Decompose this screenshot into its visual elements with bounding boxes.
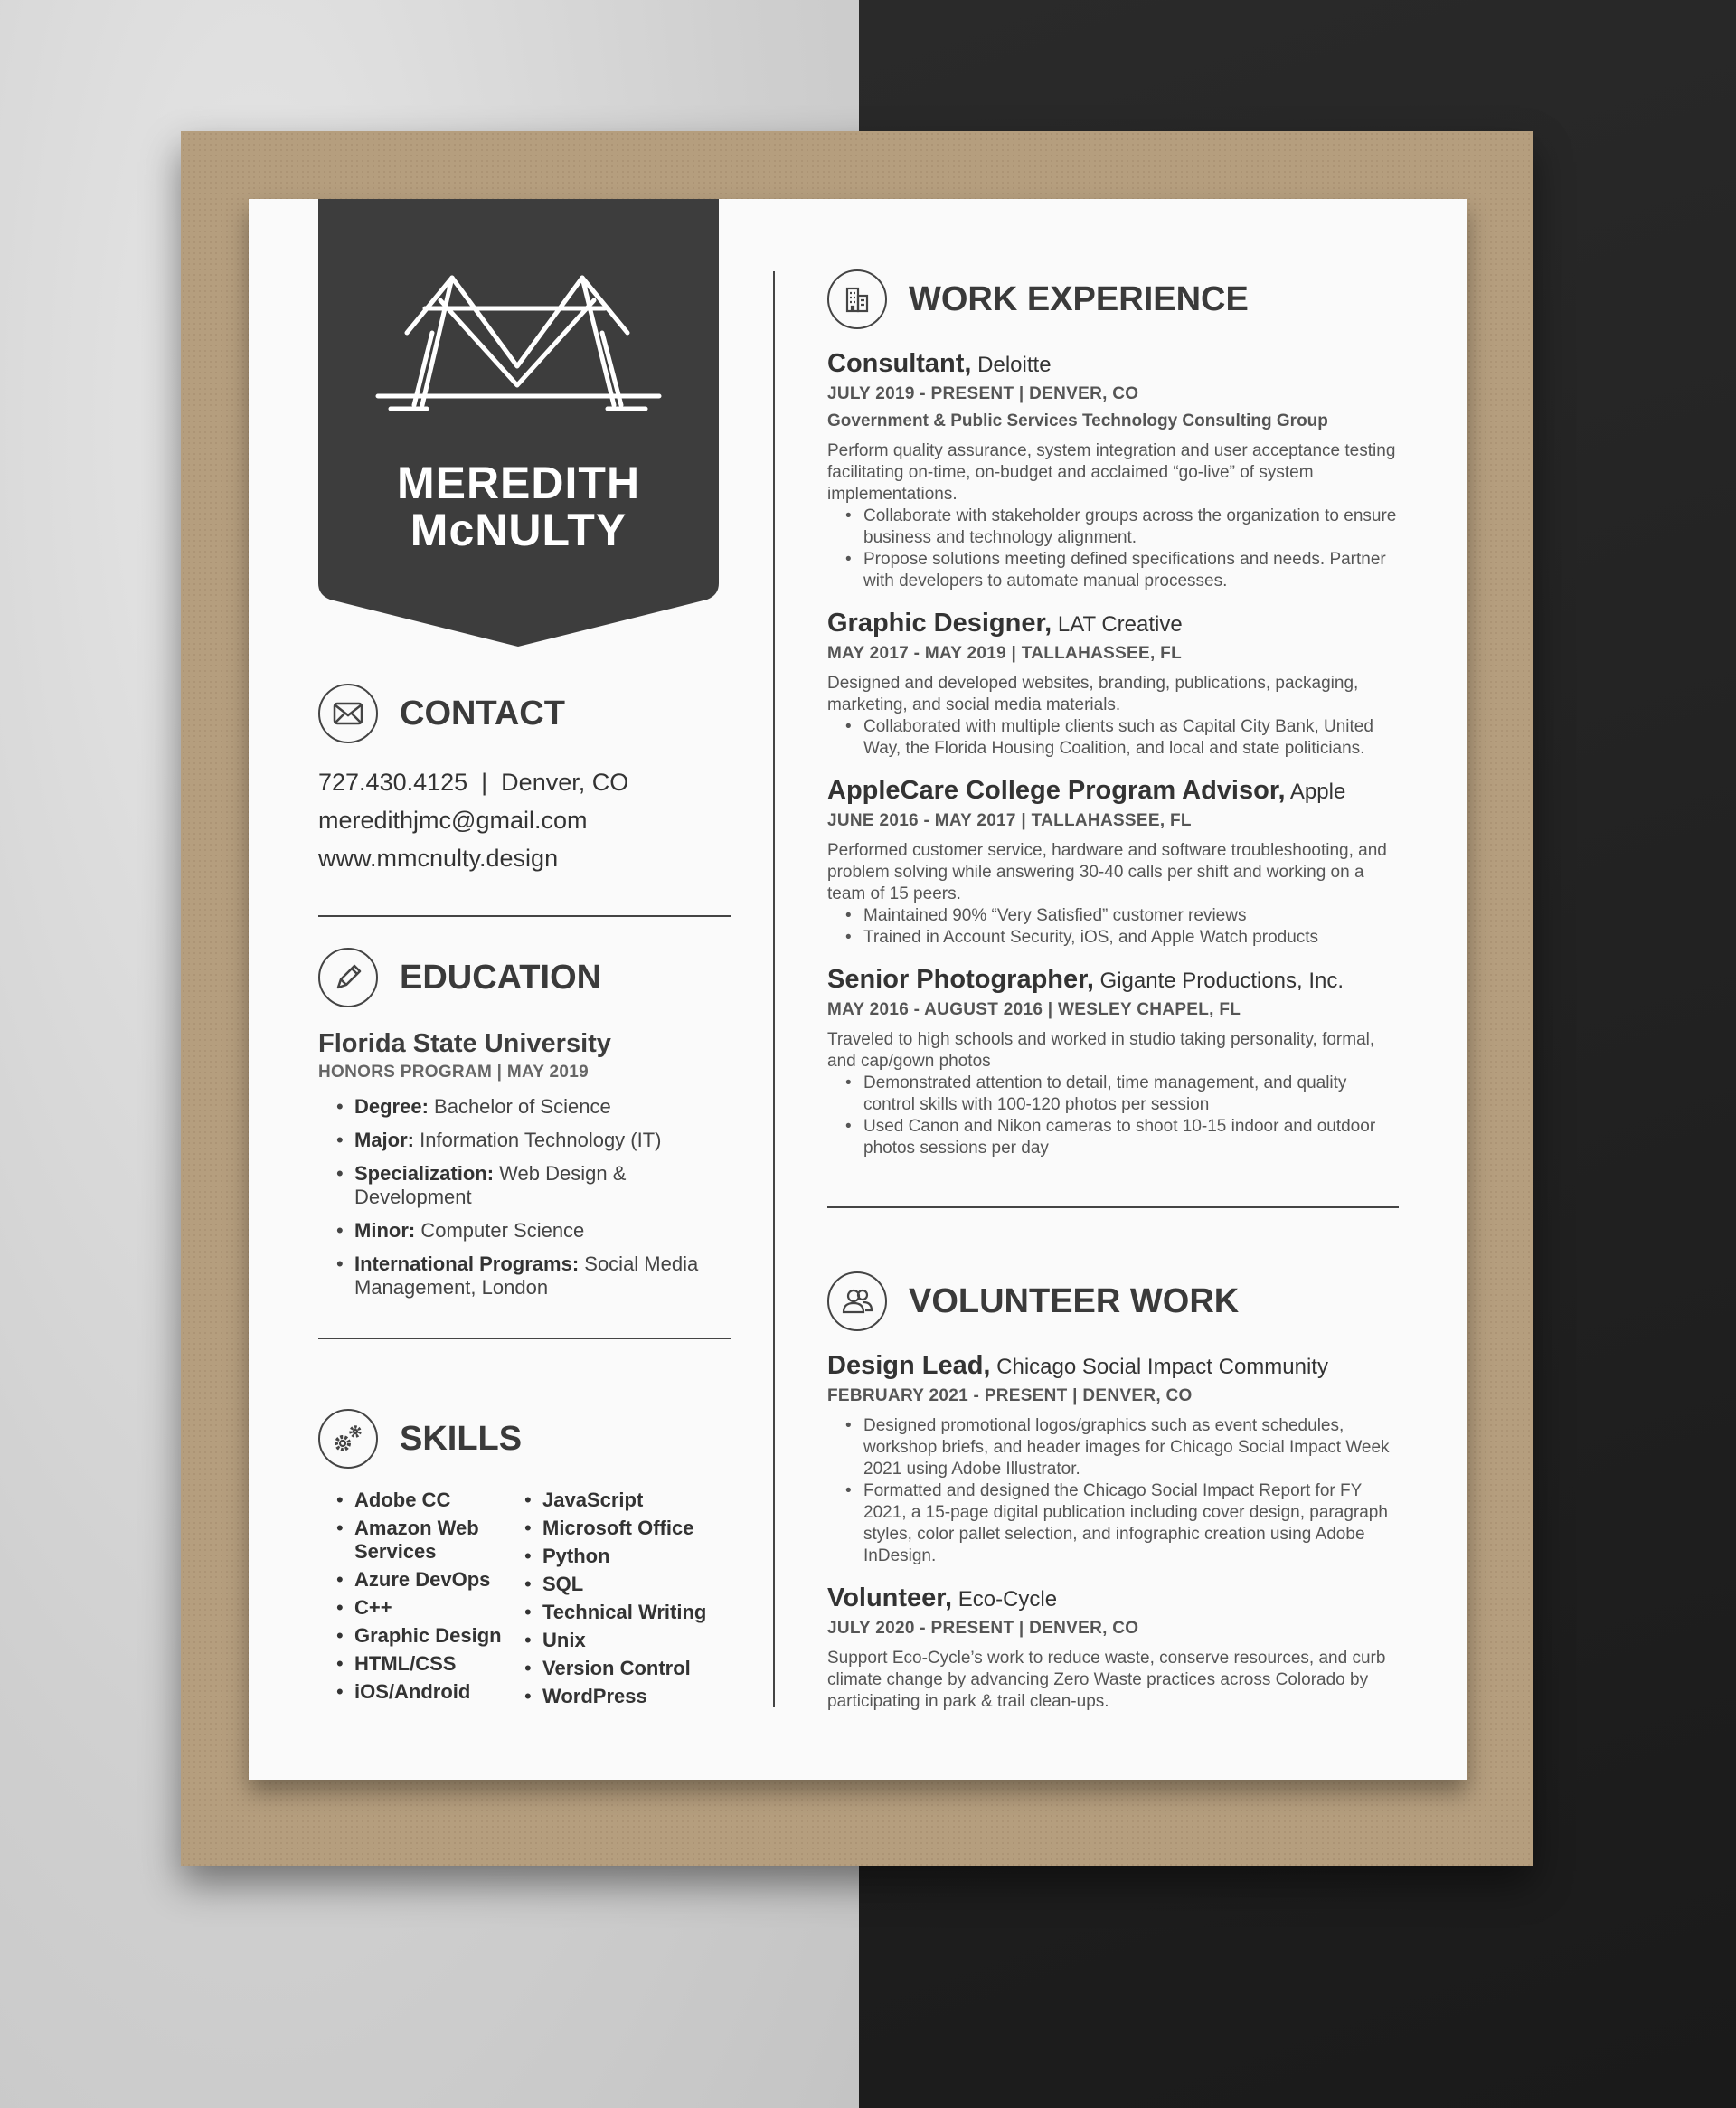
contact-section xyxy=(318,684,731,917)
job-title xyxy=(827,1351,1399,1381)
banner-shape xyxy=(318,199,719,647)
section-title: CONTACT xyxy=(400,694,565,733)
job-organization: Eco-Cycle xyxy=(952,1587,1058,1612)
section-title: WORK EXPERIENCE xyxy=(909,279,1249,318)
job-group: Government & Public Services Technology Consulting Group xyxy=(827,411,1328,430)
job-organization: Deloitte xyxy=(971,353,1052,377)
list-item: • Collaborate with stakeholder groups across the organization to ensure business and technology alignment. xyxy=(863,506,1399,549)
job-entry xyxy=(827,349,1399,592)
job-role: AppleCare College Program Advisor, xyxy=(827,776,1286,805)
gears-icon xyxy=(318,1409,378,1469)
job-description: Support Eco-Cycle’s work to reduce waste, conserve resources, and curb climate change by advancing Zero Waste practices across Colorado by participating in park & trail clean-ups. xyxy=(827,1649,1386,1711)
volunteer-section xyxy=(827,1271,1399,1713)
skill-item: • Graphic Design xyxy=(354,1624,542,1648)
work-section xyxy=(827,269,1399,1208)
skill-item: • WordPress xyxy=(542,1685,731,1708)
job-date: MAY 2016 - AUGUST 2016 | WESLEY CHAPEL, FL xyxy=(827,1000,1241,1019)
list-item: • Maintained 90% “Very Satisfied” customer reviews xyxy=(863,905,1399,927)
column-divider xyxy=(773,271,775,1707)
job-date: FEBRUARY 2021 - PRESENT | DENVER, CO xyxy=(827,1386,1193,1405)
list-item: • Minor: Computer Science xyxy=(354,1219,731,1243)
section-title: SKILLS xyxy=(400,1419,523,1458)
job-title xyxy=(827,609,1399,638)
list-item: • Specialization: Web Design & Development xyxy=(354,1162,731,1209)
skill-item: • JavaScript xyxy=(542,1489,731,1512)
skill-item: • Adobe CC xyxy=(354,1489,542,1512)
skills-list xyxy=(318,1489,731,1713)
skill-item: • Version Control xyxy=(542,1657,731,1680)
job-organization: Gigante Productions, Inc. xyxy=(1093,969,1344,993)
name-banner xyxy=(318,199,719,647)
job-role: Volunteer, xyxy=(827,1583,953,1612)
education-section xyxy=(318,948,731,1339)
website-link[interactable]: www.mmcnulty.design xyxy=(318,845,559,872)
job-organization: Apple xyxy=(1285,780,1346,804)
job-entry xyxy=(827,1351,1399,1567)
skills-column xyxy=(354,1489,542,1713)
building-icon xyxy=(827,269,887,329)
school-sub: HONORS PROGRAM | MAY 2019 xyxy=(318,1063,589,1082)
job-entry xyxy=(827,776,1399,949)
job-role: Graphic Designer, xyxy=(827,609,1052,638)
job-entry xyxy=(827,609,1399,760)
job-role: Senior Photographer, xyxy=(827,965,1094,994)
people-icon xyxy=(827,1271,887,1331)
last-name: McNULTY xyxy=(410,505,627,555)
school-name: Florida State University xyxy=(318,1029,611,1058)
job-bullets xyxy=(827,905,1399,949)
job-organization: LAT Creative xyxy=(1052,612,1183,637)
job-title xyxy=(827,349,1399,379)
list-item: • International Programs: Social Media Management, London xyxy=(354,1253,731,1300)
skills-section xyxy=(318,1409,731,1713)
job-description: Designed and developed websites, branding, publications, packaging, marketing, and social media materials. xyxy=(827,674,1359,714)
phone-location: 727.430.4125 | Denver, CO xyxy=(318,769,629,796)
job-entry xyxy=(827,965,1399,1159)
job-title xyxy=(827,776,1399,806)
job-description: Traveled to high schools and worked in studio taking personality, formal, and cap/gown photos xyxy=(827,1030,1375,1071)
skill-item: • Azure DevOps xyxy=(354,1568,542,1592)
skill-item: • Python xyxy=(542,1545,731,1568)
divider xyxy=(318,1338,731,1339)
skills-column xyxy=(542,1489,731,1713)
job-bullets xyxy=(827,506,1399,592)
education-list xyxy=(318,1095,731,1300)
candidate-name xyxy=(318,459,719,553)
job-role: Consultant, xyxy=(827,349,972,378)
email-link[interactable]: meredithjmc@gmail.com xyxy=(318,807,588,834)
list-item: • Designed promotional logos/graphics such as event schedules, workshop briefs, and header images for Chicago Social Impact Week 2021 using Adobe Illustrator. xyxy=(863,1415,1399,1480)
skill-item: • Microsoft Office xyxy=(542,1517,731,1540)
list-item: • Used Canon and Nikon cameras to shoot 10-15 indoor and outdoor photos sessions per day xyxy=(863,1116,1399,1159)
list-item: • Collaborated with multiple clients such as Capital City Bank, United Way, the Florida Housing Coalition, and local and state politicians. xyxy=(863,716,1399,760)
resume-page xyxy=(249,199,1467,1780)
job-date: JULY 2020 - PRESENT | DENVER, CO xyxy=(827,1619,1139,1638)
list-item: • Formatted and designed the Chicago Social Impact Report for FY 2021, a 15-page digital publication including cover design, paragraph styles, color pallet selection, and infographic creation using Adobe InDesign. xyxy=(863,1480,1399,1567)
section-title: VOLUNTEER WORK xyxy=(909,1281,1240,1320)
job-role: Design Lead, xyxy=(827,1351,991,1380)
job-organization: Chicago Social Impact Community xyxy=(990,1355,1328,1379)
envelope-icon xyxy=(318,684,378,743)
list-item: • Degree: Bachelor of Science xyxy=(354,1095,731,1119)
job-bullets xyxy=(827,1073,1399,1159)
job-title xyxy=(827,1583,1399,1613)
list-item: • Propose solutions meeting defined specifications and needs. Partner with developers to automate manual processes. xyxy=(863,549,1399,592)
skill-item: • Unix xyxy=(542,1629,731,1652)
first-name: MEREDITH xyxy=(396,458,641,508)
list-item: • Major: Information Technology (IT) xyxy=(354,1129,731,1152)
skill-item: • Amazon Web Services xyxy=(354,1517,542,1564)
skill-item: • C++ xyxy=(354,1596,542,1620)
job-description: Perform quality assurance, system integration and user acceptance testing facilitating on-time, on-budget and acclaimed “go-live” of system implementations. xyxy=(827,441,1396,504)
job-date: JUNE 2016 - MAY 2017 | TALLAHASSEE, FL xyxy=(827,811,1192,830)
job-entry xyxy=(827,1583,1399,1713)
divider xyxy=(827,1206,1399,1208)
pencil-icon xyxy=(318,948,378,1007)
job-bullets xyxy=(827,716,1399,760)
section-title: EDUCATION xyxy=(400,958,602,997)
skill-item: • SQL xyxy=(542,1573,731,1596)
job-date: MAY 2017 - MAY 2019 | TALLAHASSEE, FL xyxy=(827,644,1182,663)
list-item: • Trained in Account Security, iOS, and Apple Watch products xyxy=(863,927,1399,949)
skill-item: • iOS/Android xyxy=(354,1680,542,1704)
job-description: Performed customer service, hardware and software troubleshooting, and problem solving while answering 30-40 calls per shift and working on a team of 15 peers. xyxy=(827,841,1387,903)
skill-item: • Technical Writing xyxy=(542,1601,731,1624)
skill-item: • HTML/CSS xyxy=(354,1652,542,1676)
divider xyxy=(318,915,731,917)
list-item: • Demonstrated attention to detail, time management, and quality control skills with 100-120 photos per session xyxy=(863,1073,1399,1116)
job-bullets xyxy=(827,1415,1399,1567)
job-title xyxy=(827,965,1399,995)
job-date: JULY 2019 - PRESENT | DENVER, CO xyxy=(827,384,1139,403)
